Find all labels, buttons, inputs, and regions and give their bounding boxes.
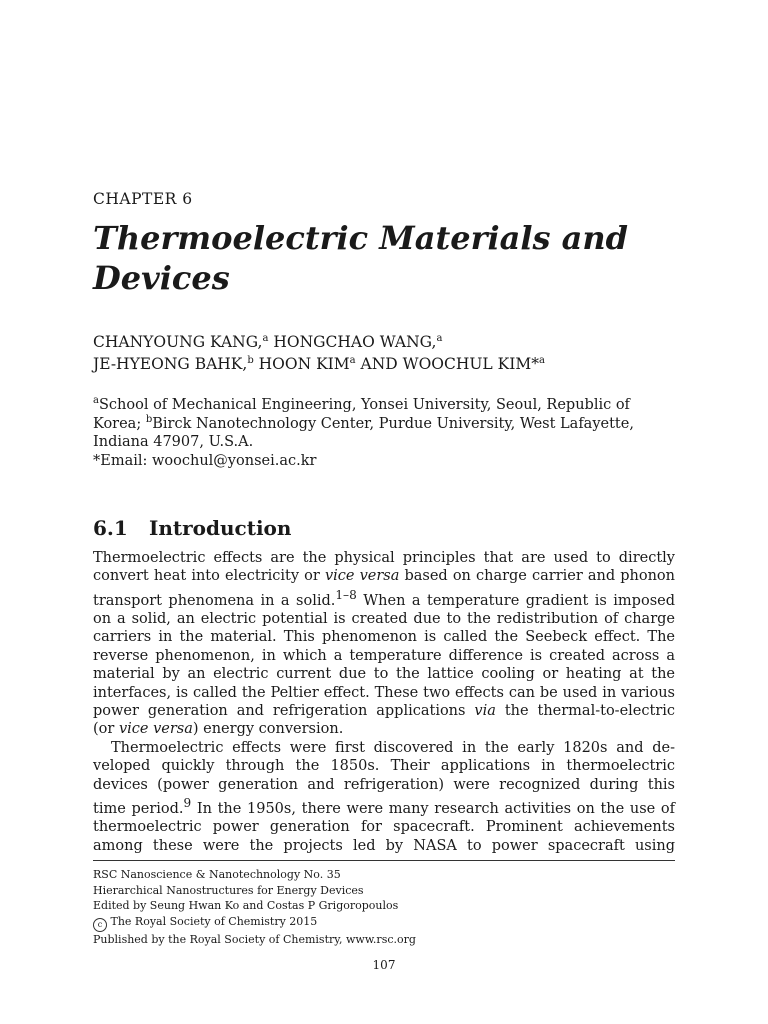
text-line: material by an electric current due to the lattice cooling or heating at the — [93, 666, 675, 683]
affiliation-a: $^a$School of Mechanical Engineering, Yonsei University, Seoul, Republic of — [93, 395, 630, 413]
text-line: Thermoelectric effects were first discovered in the early 1820s and de- — [111, 739, 675, 756]
author-name: JE-HYEONG BAHK, — [93, 355, 248, 373]
paragraph-1 — [93, 549, 675, 739]
chapter-title — [93, 218, 675, 298]
text-line: interfaces, is called the Peltier effect. These two effects can be used in various — [93, 684, 675, 701]
affiliation-b-cont: Indiana 47907, U.S.A. — [93, 434, 254, 450]
page-number: 107 — [372, 958, 396, 972]
author-name: HOON KIM — [253, 355, 350, 373]
series-line: RSC Nanoscience & Nanotechnology No. 35 — [93, 868, 341, 881]
corresponding-email: *Email: woochul@yonsei.ac.kr — [93, 452, 317, 469]
author-name: CHANYOUNG KANG, — [93, 333, 263, 351]
chapter-title-line-1: Thermoelectric Materials and — [93, 219, 629, 257]
section-title: Introduction — [149, 516, 292, 540]
author-affiliation-mark: a — [436, 332, 443, 344]
author-affiliation-mark: b — [247, 354, 254, 366]
editors-line: Edited by Seung Hwan Ko and Costas P Grigoropoulos — [93, 899, 399, 913]
paragraph-2 — [93, 739, 675, 855]
section-heading — [93, 516, 291, 540]
text-line: Thermoelectric effects are the physical principles that are used to directly — [93, 550, 675, 566]
footnote-block — [93, 867, 416, 947]
citation: 1–8 — [335, 587, 357, 602]
copyright-icon: c — [93, 918, 107, 932]
author-affiliation-mark: a — [262, 332, 269, 344]
affiliation-b: Korea; $^b$Birck Nanotechnology Center, Purdue University, West Lafayette, — [93, 413, 634, 432]
book-title-line: Hierarchical Nanostructures for Energy Devices — [93, 883, 364, 897]
author-line-2 — [93, 353, 675, 375]
author-name: AND WOOCHUL KIM* — [355, 355, 539, 373]
author-name: HONGCHAO WANG, — [268, 333, 437, 351]
text-line: among these were the projects led by NASA to power spacecraft using — [93, 837, 675, 854]
footnote-divider — [93, 860, 675, 861]
publisher-line: Published by the Royal Society of Chemistry, www.rsc.org — [93, 932, 416, 946]
chapter-label: CHAPTER 6 — [93, 190, 193, 208]
author-line-1 — [93, 331, 675, 353]
text-line: (or vice versa) energy conversion. — [93, 721, 344, 738]
text-line: veloped quickly through the 1850s. Their applications in thermoelectric — [93, 758, 675, 775]
text-line: thermoelectric power generation for spacecraft. Prominent achievements — [93, 819, 675, 836]
text-line: convert heat into electricity or vice versa based on charge carrier and phonon — [93, 568, 676, 585]
text-line: transport phenomena in a solid.$^{1-8}$ When a temperature gradient is imposed — [93, 587, 675, 609]
section-number: 6.1 — [93, 516, 128, 540]
body-text — [93, 549, 675, 855]
text-line: time period.$^9$ In the 1950s, there were many research activities on the use of — [93, 796, 675, 817]
affiliations — [93, 396, 675, 470]
text-line: devices (power generation and refrigeration) were recognized during this — [93, 776, 675, 793]
text-line: on a solid, an electric potential is created due to the redistribution of charge — [93, 611, 675, 628]
book-page — [93, 0, 675, 1024]
author-affiliation-mark: a — [538, 354, 545, 366]
author-list — [93, 331, 675, 375]
text-line: reverse phenomenon, in which a temperature difference is created across a — [93, 647, 675, 664]
author-affiliation-mark: a — [349, 354, 356, 366]
text-line: carriers in the material. This phenomenon is called the Seebeck effect. The — [93, 629, 675, 646]
citation: 9 — [183, 796, 192, 811]
text-line: power generation and refrigeration applications via the thermal-to-electric — [93, 703, 676, 720]
chapter-title-line-2: Devices — [93, 259, 230, 297]
copyright-line: c The Royal Society of Chemistry 2015 — [93, 914, 416, 932]
